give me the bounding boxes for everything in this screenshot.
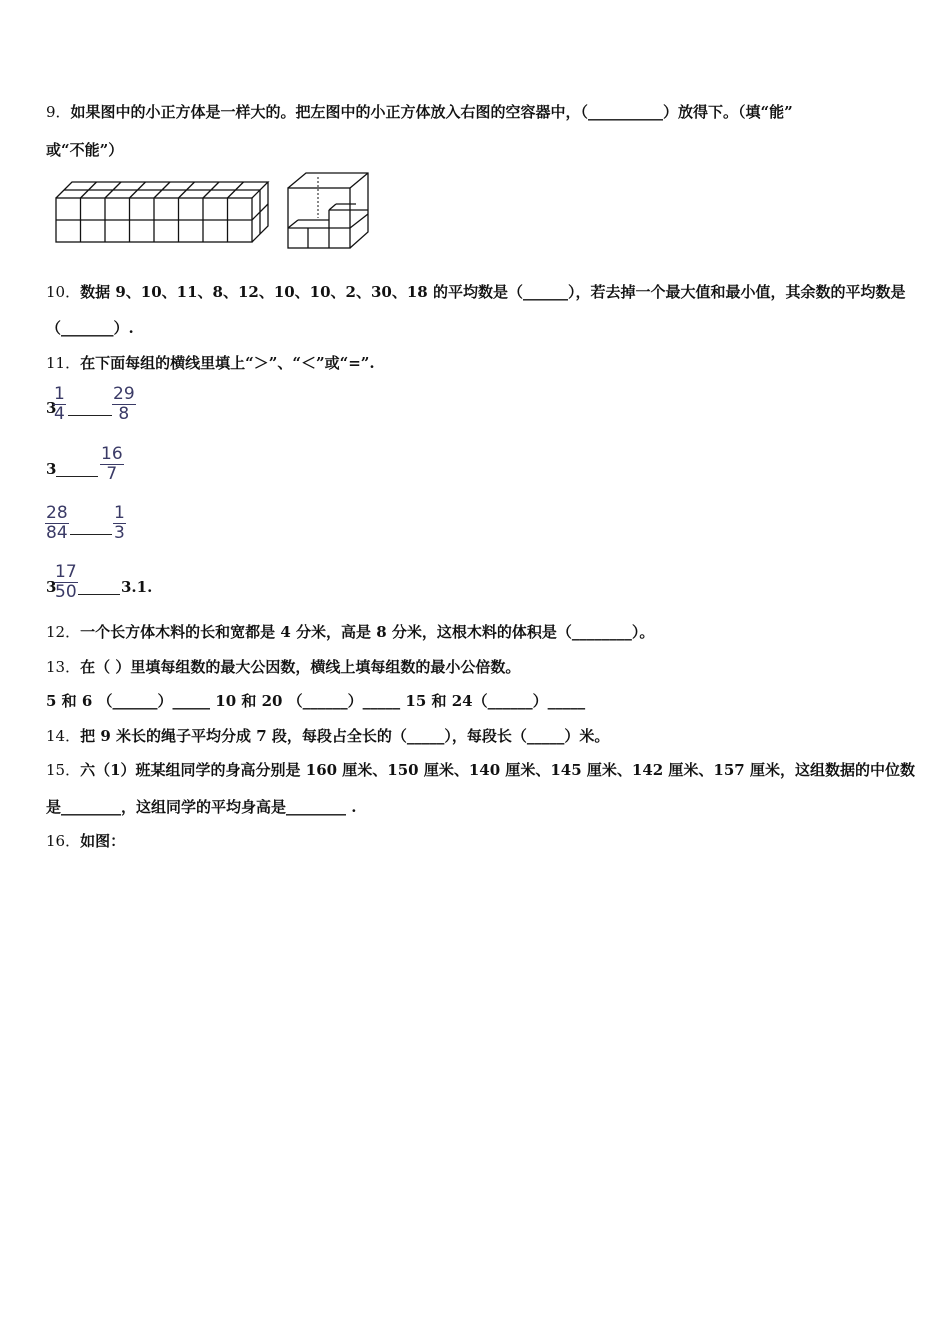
q11-r1-whole: 3 [46,399,57,417]
q15-line2: 是________，这组同学的平均身高是________ . [46,798,357,816]
q15-text: 六（1）班某组同学的身高分别是 160 厘米、150 厘米、140 厘米、145 厘米、142 厘米、157 厘米，这组数据的中位数 [80,761,915,779]
q11-number: 11． [46,354,81,372]
q9-line2: 或“不能”） [46,141,124,159]
q10-number: 10． [46,283,81,301]
q11-r2-fraction-right [101,445,123,484]
numerator: 29 [113,384,135,404]
q10-line2: （_______）. [46,319,134,337]
q11-line [46,353,375,373]
q12-line [46,622,654,642]
q11-text: 在下面每组的横线里填上“＞”、“＜”或“=”. [80,354,375,372]
q11-r2-whole: 3 [46,460,57,478]
q14-line [46,726,609,746]
q16-line [46,831,125,851]
denominator: 7 [106,464,118,484]
q9-container-figure [284,170,374,252]
q16-text: 如图： [80,832,126,850]
denominator: 4 [54,404,65,424]
q13-number: 13． [46,658,81,676]
q9-line1 [46,102,793,122]
denominator: 50 [55,582,77,602]
q11-r3-answer-line [70,534,112,535]
numerator: 16 [101,444,123,464]
q13-line1 [46,657,520,677]
q11-r4-whole: 3 [46,578,57,596]
numerator: 1 [114,503,125,523]
q12-number: 12． [46,623,81,641]
q9-cube-stack-figure [54,178,274,246]
denominator: 3 [114,523,125,543]
q11-r3-fraction-right [114,504,125,543]
q11-r4-right-value: 3.1. [121,578,153,596]
q11-r4-answer-line [78,594,120,595]
denominator: 8 [118,404,130,424]
q15-number: 15． [46,761,81,779]
q9-number: 9． [46,103,71,121]
q12-text: 一个长方体木料的长和宽都是 4 分米，高是 8 分米，这根木料的体积是（________）。 [80,623,655,641]
q9-text: 如果图中的小正方体是一样大的。把左图中的小正方体放入右图的空容器中，（__________）放得下。（填“能” [70,103,793,121]
q15-line1 [46,760,915,780]
q11-r1-fraction-right [113,385,135,424]
q13-line2: 5 和 6 （______）_____ 10 和 20 （______）_____ 15 和 24（______）_____ [46,692,586,710]
q14-text: 把 9 米长的绳子平均分成 7 段，每段占全长的（_____），每段长（_____）米。 [80,727,610,745]
q13-text: 在（ ）里填每组数的最大公因数，横线上填每组数的最小公倍数。 [80,658,521,676]
numerator: 1 [54,384,65,404]
q10-text: 数据 9、10、11、8、12、10、10、2、30、18 的平均数是（______），若去掉一个最大值和最小值，其余数的平均数是 [80,283,906,301]
q10-line1 [46,282,905,302]
q11-r4-fraction-left [55,563,77,602]
q16-number: 16． [46,832,81,850]
q11-r3-fraction-left [46,504,68,543]
numerator: 28 [46,503,68,523]
q11-r1-answer-line [68,415,112,416]
numerator: 17 [55,562,77,582]
denominator: 84 [46,523,68,543]
q14-number: 14． [46,727,81,745]
q11-r2-answer-line [56,476,98,477]
q11-r1-fraction-left [54,385,65,424]
